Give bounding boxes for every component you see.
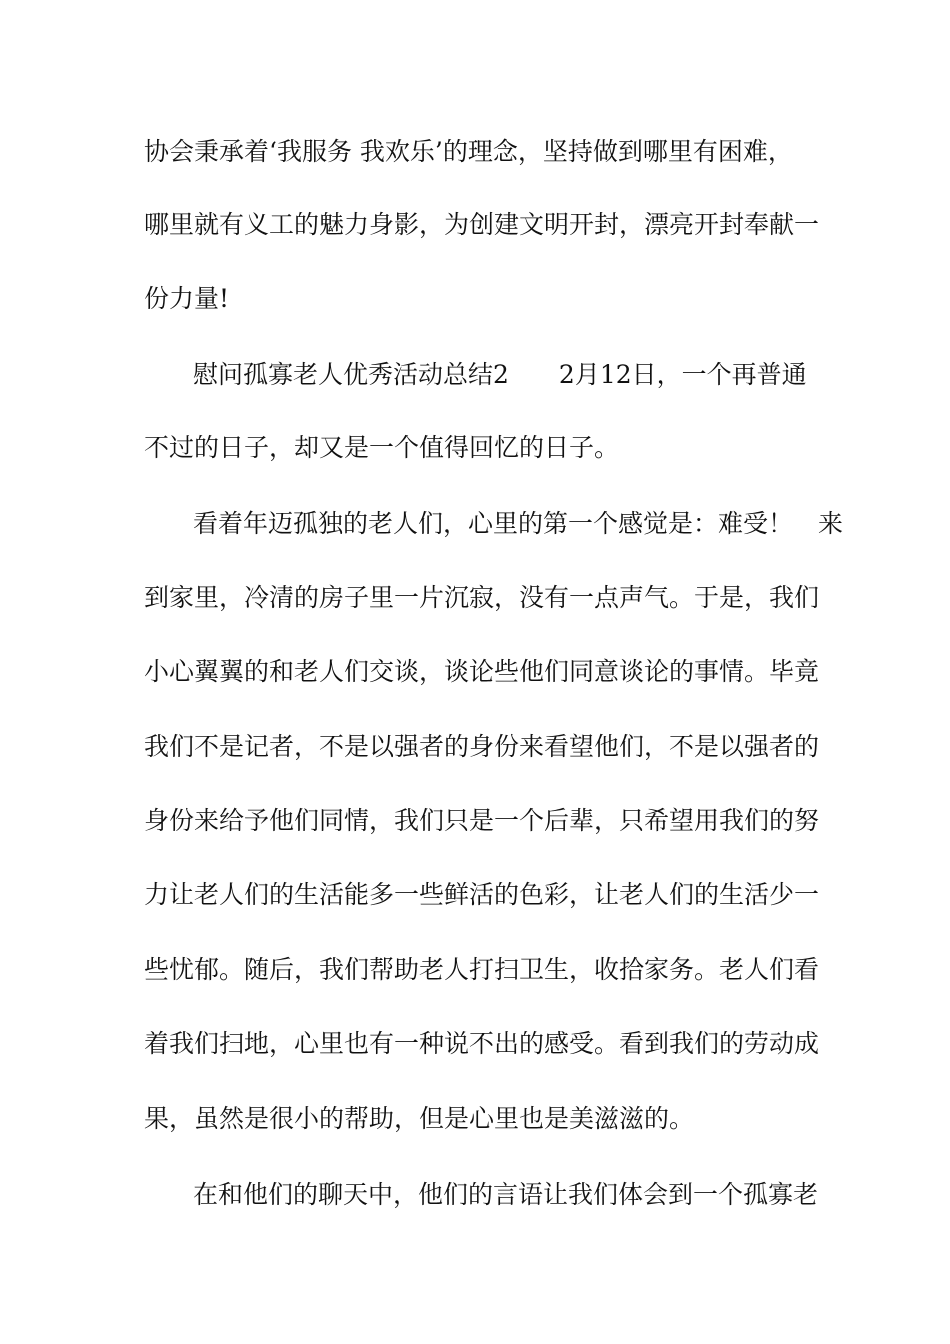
text-line: 小心翼翼的和老人们交谈，谈论些他们同意谈论的事情。毕竟 xyxy=(144,657,820,686)
text-line: 不过的日子，却又是一个值得回忆的日子。 xyxy=(144,433,620,462)
text-line: 协会秉承着‘我服务 我欢乐’的理念，坚持做到哪里有困难， xyxy=(144,137,793,166)
text-line: 慰问孤寡老人优秀活动总结2 2月12日，一个再普通 xyxy=(193,360,807,389)
text-line: 哪里就有义工的魅力身影，为创建文明开封，漂亮开封奉献一 xyxy=(144,210,820,239)
text-line: 看着年迈孤独的老人们，心里的第一个感觉是：难受！ 来 xyxy=(193,509,844,538)
text-line: 我们不是记者，不是以强者的身份来看望他们，不是以强者的 xyxy=(144,732,820,761)
text-line: 力让老人们的生活能多一些鲜活的色彩，让老人们的生活少一 xyxy=(144,880,820,909)
text-line: 果，虽然是很小的帮助，但是心里也是美滋滋的。 xyxy=(144,1104,695,1133)
text-line: 份力量! xyxy=(144,284,230,313)
text-line: 些忧郁。随后，我们帮助老人打扫卫生，收拾家务。老人们看 xyxy=(144,955,820,984)
text-line: 着我们扫地，心里也有一种说不出的感受。看到我们的劳动成 xyxy=(144,1029,820,1058)
text-line: 到家里，冷清的房子里一片沉寂，没有一点声气。于是，我们 xyxy=(144,583,820,612)
text-line: 身份来给予他们同情，我们只是一个后辈，只希望用我们的努 xyxy=(144,806,820,835)
text-line: 在和他们的聊天中，他们的言语让我们体会到一个孤寡老 xyxy=(193,1180,819,1209)
